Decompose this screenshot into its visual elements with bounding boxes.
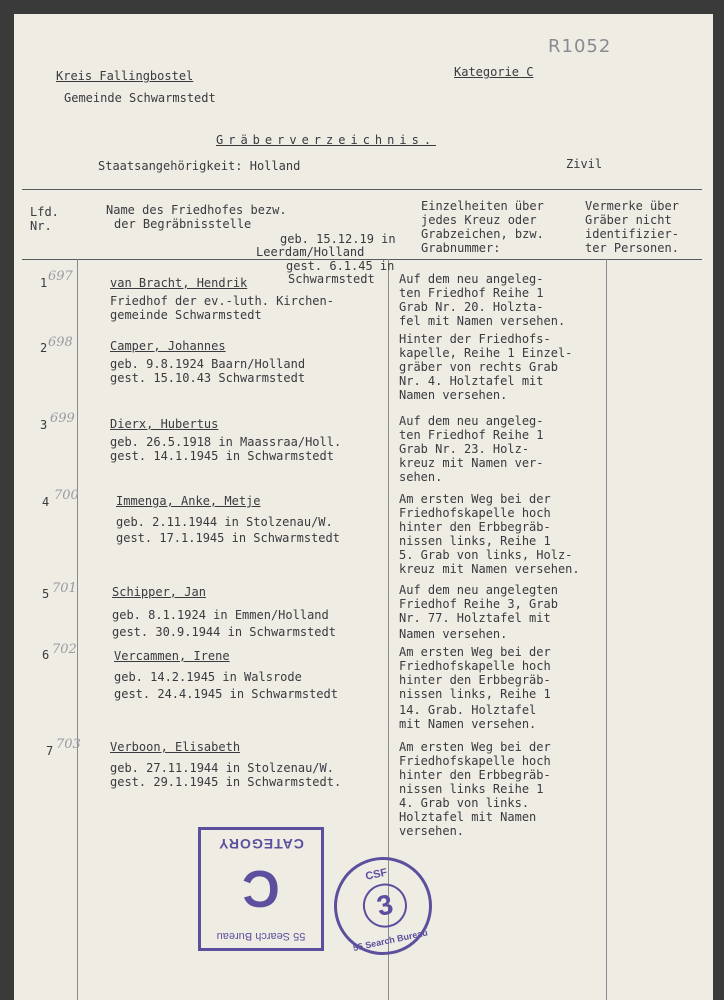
kategorie-label: Kategorie C xyxy=(454,65,534,79)
col-lfd: Lfd. Nr. xyxy=(30,205,59,233)
entry-number: 1 xyxy=(40,276,48,290)
pencil-number: 701 xyxy=(52,581,77,596)
entry-name: Vercammen, Irene xyxy=(114,649,230,663)
entry-name: van Bracht, Hendrik xyxy=(110,276,248,290)
entry-name: Camper, Johannes xyxy=(110,339,226,353)
category-stamp: 55 Search Bureau C CATEGORY xyxy=(198,827,324,951)
entry-number: 2 xyxy=(40,341,48,355)
entry-name: Verboon, Elisabeth xyxy=(110,740,241,754)
nationality-label: Staatsangehörigkeit: Holland xyxy=(98,159,301,173)
zivil-label: Zivil xyxy=(566,157,603,171)
entry-number: 4 xyxy=(42,495,50,509)
search-bureau-stamp: CSF 3 55 Search Bureau xyxy=(325,848,441,964)
pencil-number: 703 xyxy=(56,737,81,752)
col-einzelheiten: Einzelheiten über jedes Kreuz oder Grabzeichen, bzw. Grabnummer: xyxy=(421,199,544,255)
entry-number: 3 xyxy=(40,418,48,432)
kreis-label: Kreis Fallingbostel xyxy=(56,69,194,83)
header-rule xyxy=(22,189,702,190)
archive-reference: R1052 xyxy=(548,36,612,57)
pencil-number: 702 xyxy=(52,642,77,657)
column-divider-1 xyxy=(77,259,78,1000)
entry-name: Immenga, Anke, Metje xyxy=(116,494,261,508)
entry-number: 7 xyxy=(46,744,54,758)
entry-name: Dierx, Hubertus xyxy=(110,417,219,431)
entry-name: Schipper, Jan xyxy=(112,585,206,599)
pencil-number: 698 xyxy=(48,335,73,350)
pencil-number: 699 xyxy=(50,411,75,426)
document-page: R1052 Kreis Fallingbostel Gemeinde Schwarmstedt Kategorie C Gräberverzeichnis. Staatsangehörigkeit: Holland Zivil Lfd. Nr. Name des Friedhofes bezw. der Begräbnisstelle Einzelheiten über jedes Kreuz oder Grabzeichen, bzw. Grabnummer: Vermerke über Gräber nicht identifizier- ter Personen. 1 697 geb. 15.12.19 in Leerdam/Holland gest. 6.1.45 in Schwarmstedt van Bracht, Hendrik Friedhof der ev.-luth. Kirchen- gemeinde Schwarmstedt Auf dem neu angeleg- ten Friedhof Reihe 1 Grab Nr. 20. Holzta- fel mit Namen versehen. 2 698 Camper, Johannes geb. 9.8.1924 Baarn/Holland gest. 15.10.43 Schwarmstedt Hinter der Friedhofs- kapelle, Reihe 1 Einzel- gräber von rechts Grab Nr. 4. Holztafel mit Namen versehen. 3 699 Dierx, Hubertus geb. 26.5.1918 in Maassraa/Holl. gest. 14.1.1945 in Schwarmstedt Auf dem neu angeleg- ten Friedhof Reihe 1 Grab Nr. 23. Holz- kreuz mit Namen ver- sehen. 4 700 Immenga, Anke, Metje geb. 2.11.1944 in Stolzenau/W. gest. 17.1.1945 in Schwarmstedt Am ersten Weg bei der Friedhofskapelle hoch hinter den Erbbegräb- nissen links, Reihe 1 5. Grab von links, Holz- kreuz mit Namen versehen. 5 701 Schipper, Jan geb. 8.1.1924 in Emmen/Holland gest. 30.9.1944 in Schwarmstedt Auf dem neu angelegten Friedhof Reihe 3, Grab Nr. 77. Holztafel mit Namen versehen. 6 702 Vercammen, Irene geb. 14.2.1945 in Walsrode gest. 24.4.1945 in Schwarmstedt Am ersten Weg bei der Friedhofskapelle hoch hinter den Erbbegräb- nissen links, Reihe 1 14. Grab. Holztafel mit Namen versehen. 7 703 Verboon, Elisabeth geb. 27.11.1944 in Stolzenau/W. gest. 29.1.1945 in Schwarmstedt. Am ersten Weg bei der Friedhofskapelle hoch hinter den Erbbegräb- nissen links Reihe 1 4. Grab von links. Holztafel mit Namen versehen. 55 Search Bureau C CATEGORY CSF 3 55 Search Bureau xyxy=(14,14,713,1000)
column-divider-3 xyxy=(606,259,607,1000)
document-title: Gräberverzeichnis. xyxy=(216,133,437,147)
col-name: Name des Friedhofes bezw. der Begräbnisstelle xyxy=(106,203,287,231)
gemeinde-label: Gemeinde Schwarmstedt xyxy=(64,91,216,105)
pencil-number: 700 xyxy=(54,488,79,503)
col-vermerke: Vermerke über Gräber nicht identifizier- ter Personen. xyxy=(585,199,679,255)
entry-number: 6 xyxy=(42,648,50,662)
entry-number: 5 xyxy=(42,587,50,601)
pencil-number: 697 xyxy=(48,269,73,284)
